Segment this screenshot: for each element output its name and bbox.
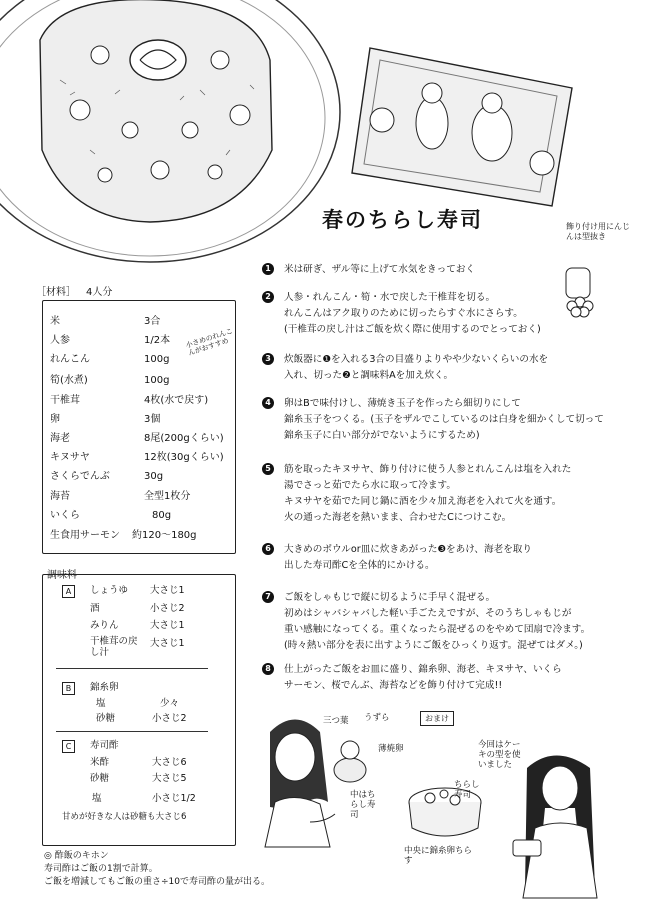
seasoning-group-letter: A <box>62 585 75 598</box>
step-text: ご飯をしゃもじで縦に切るように手早く混ぜる。 初めはシャバシャバした軽い手ごたえですが、そのうちしゃもじが 重い感触になってくる。重くなったら混ぜるのをやめて団扇で冷ます。 (時々熱い部分を表に出すようにご飯をひっくり返す。混ぜてはダメ。) <box>284 592 591 651</box>
seasoning-amount: 大さじ6 <box>152 757 187 768</box>
girl-right-illustration <box>505 748 615 898</box>
ingredient-amount: 100g <box>144 354 170 365</box>
step-text: 仕上がったご飯をお皿に盛り、錦糸卵、海老、キヌサヤ、いくら サーモン、桜でんぶ、海苔などを飾り付けて完成!! <box>284 664 562 691</box>
sushi-doll-illustration <box>330 728 390 788</box>
seasoning-name: 酒 <box>90 603 100 614</box>
seasoning-amount: 小さじ2 <box>152 713 187 724</box>
seasoning-name: 砂糖 <box>96 713 116 724</box>
ingredient-name: 人参 <box>50 335 70 346</box>
hina-doll-plate-illustration <box>352 28 592 218</box>
step-text: 大きめのボウルor皿に炊きあがった❸をあけ、海老を取り 出した寿司酢Cを全体的にかける。 <box>284 544 532 571</box>
chirashi-cake-illustration <box>0 0 340 260</box>
ingredient-name: 米 <box>50 316 60 327</box>
decor-note: 飾り付け用にんじんは型抜き <box>566 222 630 241</box>
seasoning-name: 米酢 <box>90 757 110 768</box>
ingredient-name: 海苔 <box>50 491 70 502</box>
seasonings-header: 調味料 <box>44 566 80 581</box>
step-text: 筋を取ったキヌサヤ、飾り付けに使う人参とれんこんは塩を入れた 湯でさっと茹でたら水に取って冷ます。 キヌサヤを茹でた同じ鍋に酒を少々加え海老を入れて火を通す。 火の通った海老を熱いまま、合わせたCにつけこむ。 <box>284 464 572 523</box>
ingredient-amount: 3個 <box>144 414 161 425</box>
ingredient-name: 生食用サーモン <box>50 530 120 541</box>
footer-line: 寿司酢はご飯の1割で計算。 <box>44 864 158 874</box>
label-usuyaki: 薄焼卵 <box>378 744 404 754</box>
ingredient-amount: 約120〜180g <box>132 530 197 541</box>
step-number: 2 <box>262 291 274 303</box>
girl-left-illustration <box>250 712 340 852</box>
seasoning-name: みりん <box>90 620 119 631</box>
step-number: 8 <box>262 663 274 675</box>
ingredient-name: 海老 <box>50 433 70 444</box>
step-number: 7 <box>262 591 274 603</box>
ingredient-name: 干椎茸 <box>50 395 80 406</box>
step-number: 5 <box>262 463 274 475</box>
step-text: 人参・れんこん・筍・水で戻した干椎茸を切る。 れんこんはアク取りのために切ったらすぐ水にさらす。 (干椎茸の戻し汁はご飯を炊く際に使用するのでとっておく) <box>284 292 541 335</box>
seasoning-name: 寿司酢 <box>90 740 119 751</box>
ingredient-amount: 8尾(200gくらい) <box>144 433 224 444</box>
step-text: 卵はBで味付けし、薄焼き玉子を作ったら細切りにして 錦糸玉子をつくる。(玉子をザルでこしているのは白身を細かくして切って 錦糸玉子に白い部分がでないようにするため) <box>284 398 604 441</box>
seasoning-name: 錦糸卵 <box>90 682 119 693</box>
ingredients-label: ［材料］ <box>36 287 76 298</box>
ingredient-amount: 全型1枚分 <box>144 491 191 502</box>
recipe-title: 春のちらし寿司 <box>322 208 483 232</box>
label-mitsuba: 三つ葉 <box>323 716 349 726</box>
servings: 4人分 <box>86 287 113 298</box>
seasoning-name: しょうゆ <box>90 585 129 596</box>
ingredient-name: キヌサヤ <box>50 452 90 463</box>
step-text: 米は研ぎ、ザル等に上げて水気をきっておく <box>284 264 476 275</box>
seasoning-amount: 少々 <box>160 698 180 709</box>
step-number: 6 <box>262 543 274 555</box>
seasoning-name: 塩 <box>92 793 102 804</box>
ingredient-amount: 1/2本 <box>144 335 171 346</box>
ingredient-amount: 100g <box>144 375 170 386</box>
seasoning-amount: 大さじ1 <box>150 620 185 631</box>
divider <box>56 668 208 669</box>
step-text: 炊飯器に❶を入れる3合の目盛りよりやや少ないくらいの水を 入れ、切った❷と調味料Aを加え炊く。 <box>284 354 549 381</box>
ingredient-name: 卵 <box>50 414 60 425</box>
ingredient-name: さくらでんぶ <box>50 471 110 482</box>
ingredient-name: いくら <box>50 510 80 521</box>
ingredient-amount: 3合 <box>144 316 161 327</box>
sushi-rice-basics-note <box>44 850 344 889</box>
lotus-root-note: 小さめのれんこんがおすすめ <box>184 326 234 358</box>
ingredient-name: 筍(水煮) <box>50 375 88 386</box>
ingredient-amount: 12枚(30gくらい) <box>144 452 224 463</box>
footer-line: ご飯を増減してもご飯の重さ÷10で寿司酢の量が出る。 <box>44 877 270 887</box>
label-today-mold: 今回はケーキの型を使いました <box>478 740 521 770</box>
seasonings-box <box>42 574 236 846</box>
ingredient-amount: 80g <box>152 510 172 521</box>
label-omake: おまけ <box>420 711 454 726</box>
label-naka-chirashi: 中はちらし寿司 <box>350 790 376 820</box>
ingredient-amount: 30g <box>144 471 164 482</box>
step-number: 1 <box>262 263 274 275</box>
seasoning-amount: 小さじ2 <box>150 603 185 614</box>
footer-heading: ◎ 酢飯のキホン <box>44 851 109 861</box>
seasoning-group-letter: C <box>62 740 75 753</box>
seasoning-amount: 大さじ5 <box>152 773 187 784</box>
ingredient-amount: 4枚(水で戻す) <box>144 395 209 406</box>
seasoning-amount: 小さじ1/2 <box>152 793 196 804</box>
label-chirashi-zushi: ちらし寿司 <box>454 780 480 800</box>
ingredients-header <box>36 283 112 298</box>
seasoning-name: 塩 <box>96 698 106 709</box>
step-number: 3 <box>262 353 274 365</box>
label-uzura: うずら <box>364 713 390 723</box>
step-number: 4 <box>262 397 274 409</box>
label-center-kinshi: 中央に錦糸卵ちらす <box>404 846 473 866</box>
seasoning-amount: 大さじ1 <box>150 585 185 596</box>
ingredient-name: れんこん <box>50 354 90 365</box>
seasoning-note: 甘めが好きな人は砂糖も大さじ6 <box>62 812 187 822</box>
divider <box>56 731 208 732</box>
seasoning-name: 干椎茸の戻し汁 <box>90 636 138 658</box>
seasoning-amount: 大さじ1 <box>150 638 185 649</box>
seasoning-name: 砂糖 <box>90 773 110 784</box>
seasoning-group-letter: B <box>62 682 75 695</box>
